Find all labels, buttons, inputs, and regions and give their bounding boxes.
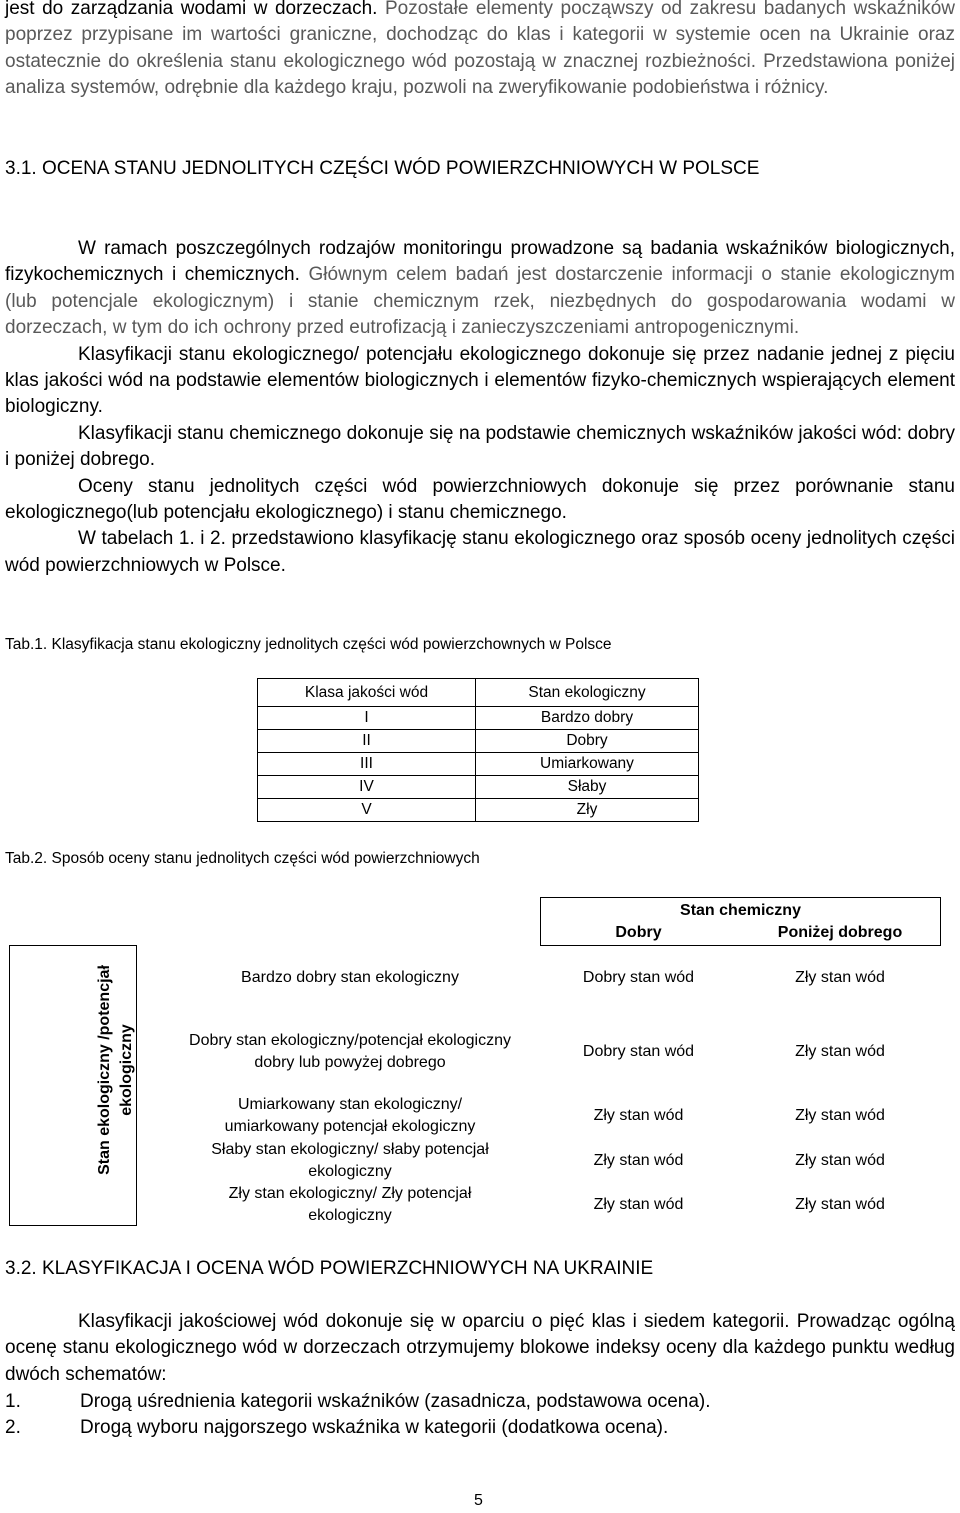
paragraph-ukraine-classification: Klasyfikacji jakościowej wód dokonuje się w oparciu o pięć klas i siedem kategorii. Prowadząc ogólną ocenę stanu ekologicznego wód w dorzeczach otrzymujemy blokowe indeksy oceny dla każdego punktu według dwóch schematów: — [5, 1311, 955, 1385]
cell-class: II — [258, 730, 476, 753]
list-item-number: 1. — [5, 1391, 21, 1412]
cell-good: Zły stan wód — [593, 1152, 684, 1169]
cell-good: Zły stan wód — [593, 1196, 684, 1213]
table-ecological-classes — [257, 678, 699, 822]
paragraph-tables-intro: W tabelach 1. i 2. przedstawiono klasyfikację stanu ekologicznego oraz sposób oceny jednolitych części wód powierzchniowych w Polsce. — [5, 528, 955, 576]
table-row — [258, 707, 699, 730]
paragraph-state-assessment: Oceny stanu jednolitych części wód powierzchniowych dokonuje się przez porównanie stanu ekologicznego(lub potencjału ekologicznego) i stanu chemicznego. — [5, 475, 955, 524]
table-row — [258, 776, 699, 799]
table-header-row — [258, 679, 699, 707]
cell-below-good: Zły stan wód — [795, 1043, 885, 1060]
paragraph-monitoring-black: W ramach poszczególnych rodzajów monitoringu prowadzone są badania wskaźników biologicznych, fizykochemicznych i chemicznych. — [5, 238, 955, 286]
cell-below-good: Zły stan wód — [795, 969, 885, 986]
list-item-number: 2. — [5, 1417, 21, 1439]
cell-good: Dobry stan wód — [582, 1043, 695, 1060]
cell-state: Słaby — [476, 776, 699, 799]
cell-below-good: Zły stan wód — [795, 1196, 885, 1213]
page-number: 5 — [474, 1492, 483, 1509]
col-header-good: Dobry — [615, 924, 662, 941]
row-label: Zły stan ekologiczny/ Zły potencjał ekologiczny — [228, 1185, 472, 1224]
cell-state: Dobry — [476, 730, 699, 753]
ecological-state-row-header: Stan ekologiczny /potencjał ekologiczny — [96, 965, 135, 1175]
cell-state: Zły — [476, 799, 699, 822]
table-row — [258, 753, 699, 776]
header-ecological-state: Stan ekologiczny — [476, 679, 699, 707]
assessment-list — [5, 1389, 955, 1442]
paragraph-ecological-classification: Klasyfikacji stanu ekologicznego/ potencjału ekologicznego dokonuje się przez nadanie jednej z pięciu klas jakości wód na podstawie elementów biologicznych i elementów fizyko-chemicznych wspierających element biologiczny. — [5, 343, 955, 418]
section-3-2-heading: 3.2. KLASYFIKACJA I OCENA WÓD POWIERZCHNIOWYCH NA UKRAINIE — [5, 1258, 654, 1279]
row-label: Słaby stan ekologiczny/ słaby potencjał ekologiczny — [211, 1141, 489, 1180]
list-item — [5, 1389, 955, 1415]
list-item — [5, 1415, 955, 1441]
cell-below-good: Zły stan wód — [795, 1107, 885, 1124]
cell-good: Zły stan wód — [593, 1107, 684, 1124]
section-3-1-heading: 3.1. OCENA STANU JEDNOLITYCH CZĘŚCI WÓD POWIERZCHNIOWYCH W POLSCE — [5, 158, 760, 179]
table-row — [258, 730, 699, 753]
cell-below-good: Zły stan wód — [795, 1152, 885, 1169]
intro-text-gray: Pozostałe elementy począwszy od zakresu badanych wskaźników poprzez przypisane im wartości graniczne, dochodząc do klas i kategorii w systemie ocen na Ukrainie oraz ostatecznie do określenia stanu ekologicznego wód pozostają w znacznej rozbieżności. Przedstawiona poniżej analiza systemów, odrębnie dla każdego kraju, pozwoli na zweryfikowanie podobieństwa i różnicy. — [5, 0, 955, 99]
table-row — [258, 799, 699, 822]
cell-class: IV — [258, 776, 476, 799]
header-class: Klasa jakości wód — [258, 679, 476, 707]
paragraph-monitoring-gray: Głównym celem badań jest dostarczenie informacji o stanie ekologicznym (lub potencjale ekologicznym) i stanie chemicznym rzek, niezbędnych do gospodarowania wodami w dorzeczach, w tym do ich ochrony przed eutrofizacją i zanieczyszczeniami antropogenicznymi. — [5, 264, 955, 339]
col-header-below-good: Poniżej dobrego — [777, 924, 903, 941]
section-3-1-body — [5, 236, 955, 579]
table-2-caption: Tab.2. Sposób oceny stanu jednolitych części wód powierzchniowych — [5, 850, 480, 867]
row-label: Dobry stan ekologiczny/potencjał ekologiczny dobry lub powyżej dobrego — [189, 1032, 511, 1071]
cell-good: Dobry stan wód — [582, 969, 695, 986]
list-item-text: Drogą uśrednienia kategorii wskaźników (zasadnicza, podstawowa ocena). — [80, 1391, 711, 1412]
intro-text-black: jest do zarządzania wodami w dorzeczach. — [5, 0, 378, 19]
row-label: Umiarkowany stan ekologiczny/ umiarkowany potencjał ekologiczny — [224, 1096, 476, 1135]
cell-class: III — [258, 753, 476, 776]
cell-state: Bardzo dobry — [476, 707, 699, 730]
paragraph-monitoring — [5, 236, 955, 342]
chemical-state-header: Stan chemiczny — [680, 902, 801, 919]
row-label: Bardzo dobry stan ekologiczny — [241, 969, 459, 986]
paragraph-chemical-classification: Klasyfikacji stanu chemicznego dokonuje się na podstawie chemicznych wskaźników jakości wód: dobry i poniżej dobrego. — [5, 422, 955, 471]
cell-state: Umiarkowany — [476, 753, 699, 776]
intro-paragraph — [5, 0, 955, 102]
table-1-caption: Tab.1. Klasyfikacja stanu ekologiczny jednolitych części wód powierzchownych w Polsce — [5, 636, 612, 653]
cell-class: V — [258, 799, 476, 822]
list-item-text: Drogą wyboru najgorszego wskaźnika w kategorii (dodatkowa ocena). — [80, 1417, 669, 1439]
cell-class: I — [258, 707, 476, 730]
